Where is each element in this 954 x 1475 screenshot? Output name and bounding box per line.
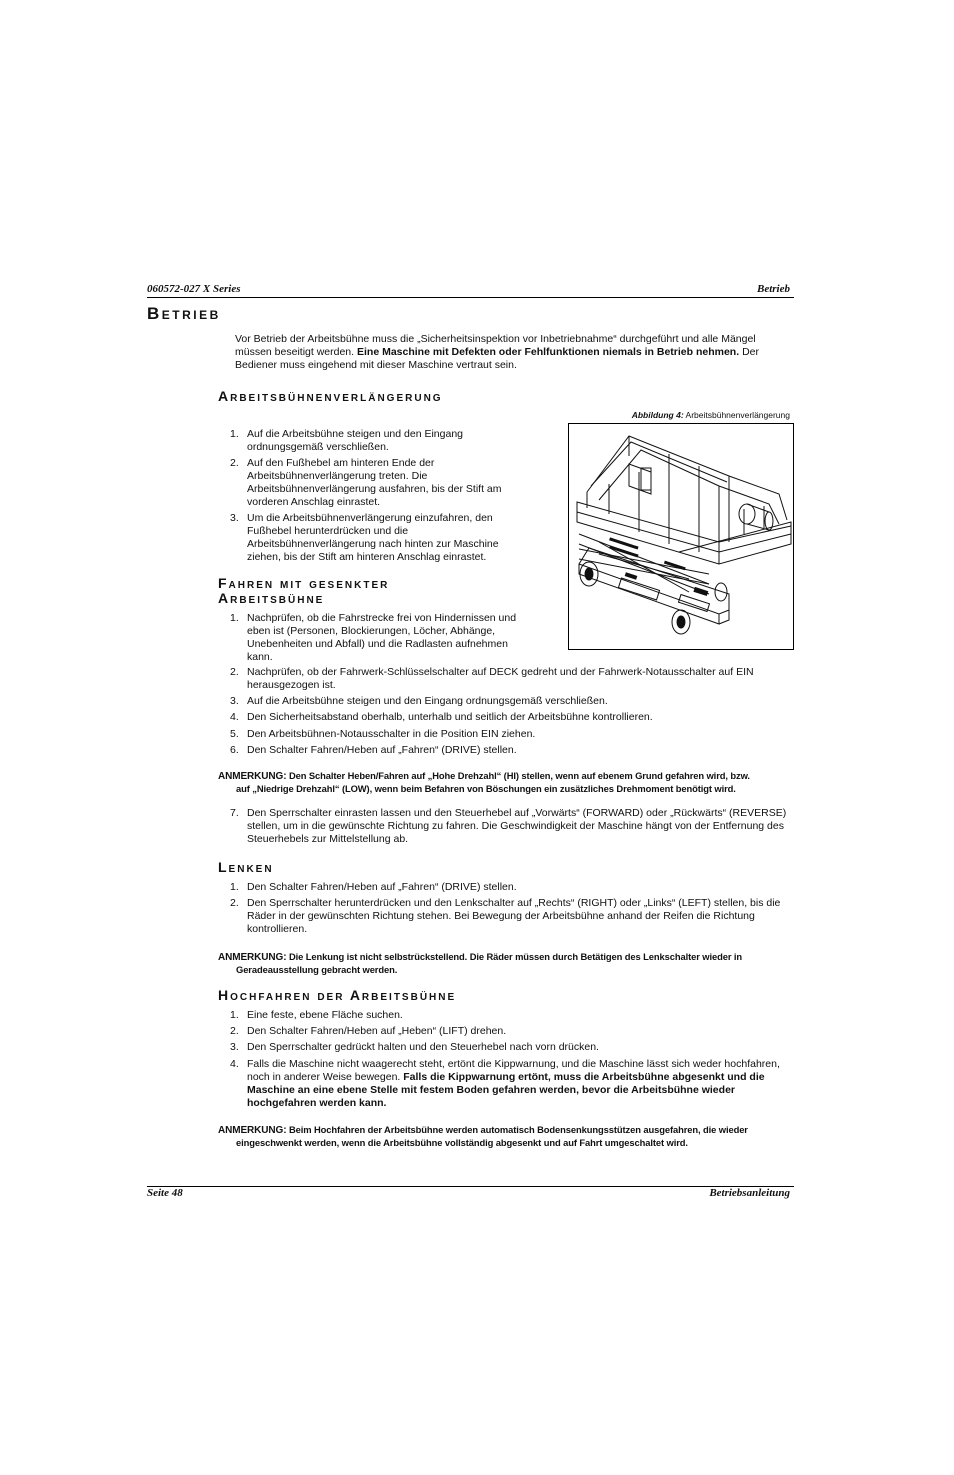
- list-item: 1. Auf die Arbeitsbühne steigen und den Eingang ordnungsgemäß verschließen.: [230, 428, 464, 453]
- list-item: 3. Auf die Arbeitsbühne steigen und den Eingang ordnungsgemäß verschließen.: [230, 695, 608, 708]
- list-item: 2. Nachprüfen, ob der Fahrwerk-Schlüsselschalter auf DECK gedreht und der Fahrwerk-Notausschalter auf EIN herausgezogen ist.: [230, 666, 754, 691]
- footer-left: Seite 48: [147, 1187, 183, 1199]
- note-drive-speed: ANMERKUNG: Den Schalter Heben/Fahren auf „Hohe Drehzahl“ (HI) stellen, wenn auf ebenem Grund gefahren wird, bzw. auf „Niedrige Drehzahl“ (LOW), wenn beim Befahren von Böschungen ein zusätzliches Drehmoment benötigt wird.: [218, 770, 750, 794]
- driving-step-7: [218, 807, 796, 849]
- page-title: Betrieb: [147, 304, 221, 323]
- list-item: 3. Den Sperrschalter gedrückt halten und den Steuerhebel nach vorn drücken.: [230, 1041, 599, 1054]
- section-title-steering: Lenken: [218, 859, 274, 875]
- list-item: 2. Auf den Fußhebel am hinteren Ende der Arbeitsbühnenverlängerung treten. Die Arbeitsbühnenverlängerung ausfahren, bis der Stift am vorderen Anschlag einrastet.: [230, 457, 502, 509]
- list-item: 7. Den Sperrschalter einrasten lassen und den Steuerhebel auf „Vorwärts“ (FORWARD) oder „Rückwärts“ (REVERSE) stellen, um in die gewünschte Richtung zu fahren. Die Geschwindigkeit der Maschine hängt von der Entfernung des Steuerhebels zur Mittelstellung ab.: [230, 807, 787, 845]
- list-item: 5. Den Arbeitsbühnen-Notausschalter in die Position EIN ziehen.: [230, 727, 536, 740]
- footer-rule: [147, 1186, 794, 1187]
- note-raising: ANMERKUNG: Beim Hochfahren der Arbeitsbühne werden automatisch Bodensenkungsstützen ausgefahren, die wieder eingeschwenkt werden, wenn die Arbeitsbühne vollständig abgesenkt und auf Fahrt umgeschaltet wird.: [218, 1124, 748, 1148]
- section-title-extension: Arbeitsbühnenverlängerung: [218, 388, 443, 404]
- list-item: 2. Den Sperrschalter herunterdrücken und den Lenkschalter auf „Rechts“ (RIGHT) oder „Links“ (LEFT) stellen, bis die Räder in der gewünschten Richtung stehen. Bei Bewegung der Arbeitsbühne anhand der Reifen die Richtung kontrollieren.: [230, 897, 781, 936]
- section-title-driving: [218, 576, 548, 606]
- section-title-raising: Hochfahren der Arbeitsbühne: [218, 987, 457, 1003]
- note-steering: ANMERKUNG: Die Lenkung ist nicht selbstrückstellend. Die Räder müssen durch Betätigen des Lenkschalter wieder in Geradeausstellung gebracht werden.: [218, 951, 743, 975]
- note-tag: ANMERKUNG:: [218, 771, 287, 782]
- list-item: 1. Den Schalter Fahren/Heben auf „Fahren“ (DRIVE) stellen.: [230, 881, 517, 893]
- list-item: 1. Nachprüfen, ob die Fahrstrecke frei von Hindernissen und eben ist (Personen, Blockierungen, Löcher, Abhänge, Unebenheiten und Abfall) und die Radlasten aufnehmen kann.: [230, 612, 517, 663]
- steering-steps: [218, 881, 796, 939]
- note-tag: ANMERKUNG:: [218, 1125, 287, 1136]
- list-item: 2. Den Schalter Fahren/Heben auf „Heben“ (LIFT) drehen.: [230, 1025, 507, 1038]
- note-tag: ANMERKUNG:: [218, 952, 287, 963]
- raising-steps: [218, 1009, 796, 1113]
- footer-right: Betriebsanleitung: [709, 1187, 790, 1199]
- list-item: 1. Eine feste, ebene Fläche suchen.: [230, 1009, 403, 1021]
- list-item: 3. Um die Arbeitsbühnenverlängerung einzufahren, den Fußhebel herunterdrücken und die Arbeitsbühnenverlängerung nach hinten zur Maschine ziehen, bis der Stift am hinteren Anschlag einrastet.: [230, 512, 499, 564]
- driving-steps-b: [218, 666, 794, 760]
- section-title-driving-line2: Arbeitsbühne: [218, 590, 325, 606]
- figure-box: [568, 423, 794, 650]
- header-left: 060572-027 X Series: [147, 283, 241, 295]
- intro-text-1: Vor Betrieb der Arbeitsbühne muss die „Sicherheitsinspektion vor Inbetriebnahme“ durchgeführt und alle Mängel müssen beseitigt werden.: [235, 333, 756, 358]
- intro-text-2: Der Bediener muss eingehend mit dieser Maschine vertraut sein.: [235, 346, 759, 371]
- header-right: Betrieb: [757, 283, 790, 295]
- list-item: 6. Den Schalter Fahren/Heben auf „Fahren“ (DRIVE) stellen.: [230, 743, 517, 756]
- list-item: 4. Falls die Maschine nicht waagerecht steht, ertönt die Kippwarnung, und die Maschine lässt sich weder hochfahren, noch in anderer Weise bewegen. Falls die Kippwarnung ertönt, muss die Arbeitsbühne abgesenkt und die Maschine an eine ebene Stelle mit festem Boden gefahren werden, bevor die Arbeitsbühne wieder hochgefahren werden kann.: [230, 1057, 780, 1109]
- intro-bold: Eine Maschine mit Defekten oder Fehlfunktionen niemals in Betrieb nehmen.: [356, 346, 740, 358]
- extension-steps: [218, 428, 534, 568]
- section-title-driving-line1: Fahren mit gesenkter: [218, 575, 390, 591]
- list-item: 4. Den Sicherheitsabstand oberhalb, unterhalb und seitlich der Arbeitsbühne kontrollieren.: [230, 711, 653, 724]
- figure-caption: [632, 410, 790, 420]
- figure-caption-text: Arbeitsbühnenverlängerung: [683, 410, 790, 420]
- driving-steps-a: [218, 612, 534, 667]
- scissor-lift-illustration: [569, 424, 793, 649]
- header-rule: [147, 297, 794, 298]
- figure-label: Abbildung 4:: [631, 410, 684, 420]
- intro-paragraph: [235, 333, 780, 372]
